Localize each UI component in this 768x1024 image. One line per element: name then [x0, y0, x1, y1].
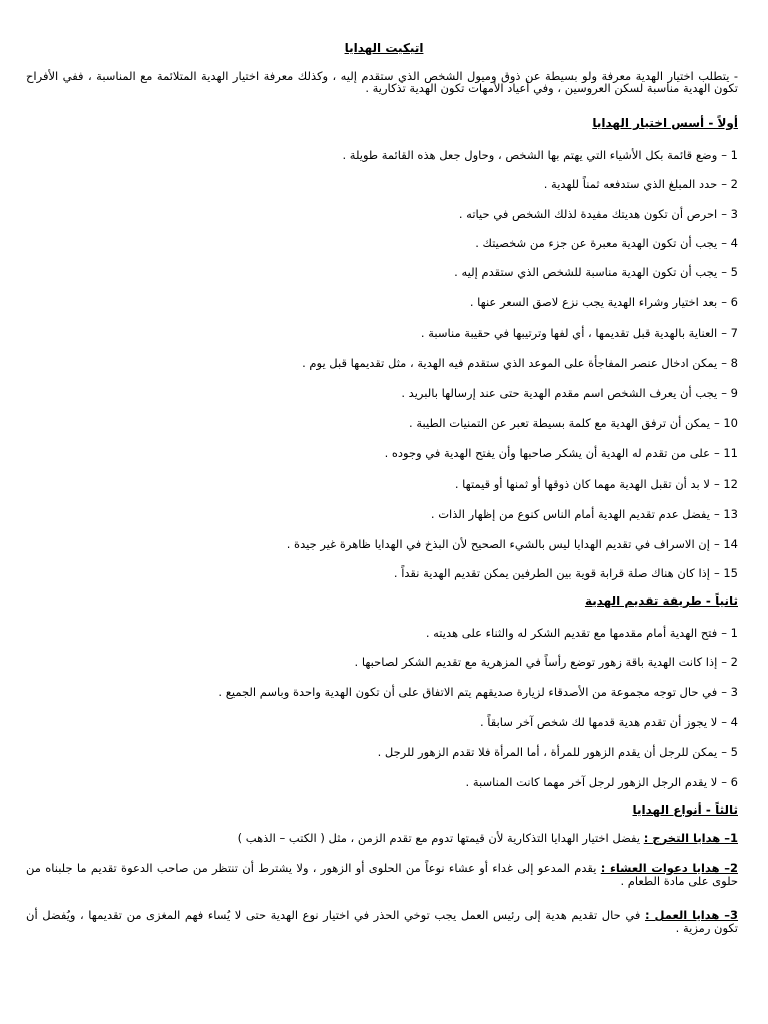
item-text: إذا كانت الهدية باقة زهور توضع رأساً في المزهرية مع تقديم الشكر لصاحبها . [354, 655, 718, 669]
list-item [40, 326, 738, 340]
list-item [40, 236, 738, 250]
item-text: احرص أن تكون هديتك مفيدة لذلك الشخص في حياته . [458, 207, 718, 221]
item-text: يفضل عدم تقديم الهدية أمام الناس كنوع من إظهار الذات . [430, 507, 710, 521]
item-number: 3 – [721, 207, 738, 221]
gift-type-dinner [26, 862, 738, 888]
list-item [40, 356, 738, 370]
item-number: 6 – [721, 295, 738, 309]
list-item [40, 745, 738, 759]
item-text: لا يقدم الرجل الزهور لرجل آخر مهما كانت المناسبة . [465, 775, 718, 789]
item-text: يمكن أن ترفق الهدية مع كلمة بسيطة تعبر عن التمنيات الطيبة . [409, 416, 710, 430]
list-item [40, 685, 738, 699]
list-item [40, 566, 738, 580]
gift-type-work [26, 909, 738, 935]
item-text: يجب أن يعرف الشخص اسم مقدم الهدية حتى عند إرسالها بالبريد . [401, 386, 718, 400]
item-number: 3 – [721, 685, 738, 699]
item-text: إن الاسراف في تقديم الهدايا ليس بالشيء الصحيح لأن البذخ في الهدايا ظاهرة غير جيدة . [286, 537, 710, 551]
item-text: العناية بالهدية قبل تقديمها ، أي لفها وترتيبها في حقيبة مناسبة . [420, 326, 718, 340]
item-number: 13 – [713, 507, 738, 521]
list-item [40, 477, 738, 491]
list-item [40, 446, 738, 460]
item-number: 15 – [713, 566, 738, 580]
list-item [40, 148, 738, 162]
item-number: 12 – [713, 477, 738, 491]
item-number: 10 – [713, 416, 738, 430]
gift-type-label: 3– هدايا العمل : [644, 908, 739, 922]
gift-type-text: في حال تقديم هدية إلى رئيس العمل يجب توخي الحذر في اختيار نوع الهدية حتى لا يُساء فهم المغزى من تقديمها ، ويُفضل أن تكون رمزية . [26, 908, 738, 935]
item-number: 14 – [713, 537, 738, 551]
item-text: على من تقدم له الهدية أن يشكر صاحبها وأن يفتح الهدية في وجوده . [384, 446, 710, 460]
section-heading-basics: أولاً - أسس اختيار الهدايا [592, 116, 738, 130]
list-item [40, 715, 738, 729]
item-text: لا يجوز أن تقدم هدية قدمها لك شخص آخر سابقاً . [479, 715, 718, 729]
item-text: بعد اختيار وشراء الهدية يجب نزع لاصق السعر عنها . [469, 295, 718, 309]
item-text: يجب أن تكون الهدية معبرة عن جزء من شخصيتك . [475, 236, 718, 250]
item-number: 1 – [721, 148, 738, 162]
item-number: 2 – [721, 177, 738, 191]
item-number: 6 – [721, 775, 738, 789]
item-number: 4 – [721, 236, 738, 250]
item-number: 2 – [721, 655, 738, 669]
list-item [40, 655, 738, 669]
item-number: 11 – [713, 446, 738, 460]
item-number: 9 – [721, 386, 738, 400]
section-heading-presenting: ثانياً - طريقة تقديم الهدية [584, 594, 738, 608]
section-heading-types: ثالثاً - أنواع الهدايا [632, 803, 738, 817]
item-text: وضع قائمة بكل الأشياء التي يهتم بها الشخص ، وحاول جعل هذه القائمة طويلة . [342, 148, 718, 162]
item-number: 4 – [721, 715, 738, 729]
item-number: 5 – [721, 745, 738, 759]
item-number: 8 – [721, 356, 738, 370]
list-item [40, 295, 738, 309]
list-item [40, 416, 738, 430]
list-item [40, 386, 738, 400]
list-item [40, 177, 738, 191]
gift-type-text: يفضل اختيار الهدايا التذكارية لأن قيمتها تدوم مع تقدم الزمن ، مثل ( الكتب – الذهب ) [237, 831, 644, 845]
list-item [40, 537, 738, 551]
item-text: يجب أن تكون الهدية مناسبة للشخص الذي ستقدم إليه . [454, 265, 718, 279]
list-item [40, 265, 738, 279]
gift-type-graduation [26, 832, 738, 845]
list-item [40, 775, 738, 789]
item-text: إذا كان هناك صلة قرابة قوية بين الطرفين يمكن تقديم الهدية نقداً . [393, 566, 710, 580]
gift-type-label: 2– هدايا دعوات العشاء : [600, 861, 738, 875]
item-number: 1 – [721, 626, 738, 640]
list-item [40, 207, 738, 221]
list-item [40, 626, 738, 640]
list-item [40, 507, 738, 521]
item-text: لا بد أن تقبل الهدية مهما كان ذوقها أو ثمنها أو قيمتها . [454, 477, 710, 491]
item-text: في حال توجه مجموعة من الأصدقاء لزيارة صديقهم يتم الاتفاق على أن تكون الهدية واحدة وباسم الجميع . [218, 685, 718, 699]
gift-type-text: يقدم المدعو إلى غداء أو عشاء نوعاً من الحلوى أو الزهور ، ولا يشترط أن تنتظر من صاحب الدعوة تقديم ما جلبناه من حلوى على مادة الطعام . [26, 861, 738, 888]
item-text: يمكن ادخال عنصر المفاجأة على الموعد الذي ستقدم فيه الهدية ، مثل تقديمها قبل يوم . [302, 356, 718, 370]
gift-type-label: 1– هدايا التخرج : [643, 831, 738, 845]
item-text: يمكن للرجل أن يقدم الزهور للمرأة ، أما المرأة فلا تقدم الزهور للرجل . [377, 745, 718, 759]
page-title: اتيكيت الهدايا [344, 41, 424, 55]
intro-paragraph: - يتطلب اختيار الهدية معرفة ولو بسيطة عن ذوق وميول الشخص الذي ستقدم إليه ، وكذلك معرفة اختيار الهدية المتلائمة مع المناسبة ، ففي الأفراح تكون الهدية مناسبة لسكن العروسين ، وفي أعياد الأمهات تكون الهدية تذكارية . [26, 69, 738, 95]
item-text: حدد المبلغ الذي ستدفعه ثمناً للهدية . [543, 177, 718, 191]
item-number: 7 – [721, 326, 738, 340]
item-text: فتح الهدية أمام مقدمها مع تقديم الشكر له والثناء على هديته . [425, 626, 718, 640]
item-number: 5 – [721, 265, 738, 279]
